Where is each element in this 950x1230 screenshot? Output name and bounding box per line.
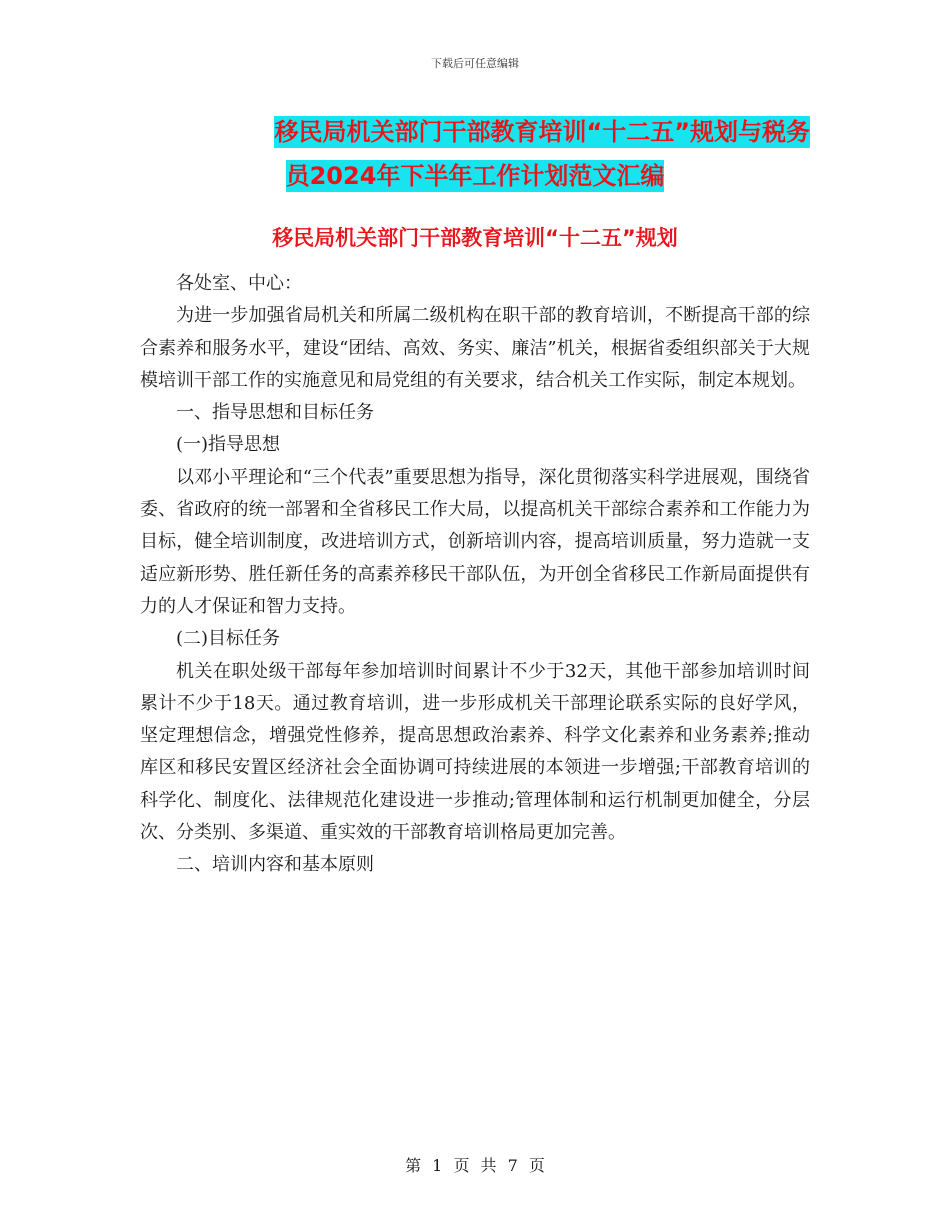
paragraph-salutation: 各处室、中心： bbox=[176, 273, 302, 294]
section-title: 移民局机关部门干部教育培训“十二五”规划 bbox=[272, 226, 678, 250]
paragraph-goals: 机关在职处级干部每年参加培训时间累计不少于32天，其他干部参加培训时间累计不少于18天。通过教育培训，进一步形成机关干部理论联系实际的良好学风，坚定理想信念，增强党性修养，提高思想政治素养、科学文化素养和业务素养;推动库区和移民安置区经济社会全面协调可持续进展的本领进一步增强;干部教育培训的科学化、制度化、法律规范化建设进一步推动;管理体制和运行机制更加健全，分层次、分类别、多渠道、重实效的干部教育培训格局更加完善。 bbox=[140, 660, 810, 844]
document-title bbox=[140, 110, 810, 198]
paragraph-intro: 为进一步加强省局机关和所属二级机构在职干部的教育培训，不断提高干部的综合素养和服务水平，建设“团结、高效、务实、廉洁”机关，根据省委组织部关于大规模培训干部工作的实施意见和局党组的有关要求，结合机关工作实际，制定本规划。 bbox=[140, 305, 810, 391]
header-note: 下载后可任意编辑 bbox=[431, 57, 519, 70]
heading-training-content: 二、培训内容和基本原则 bbox=[176, 854, 374, 876]
document-body bbox=[140, 268, 810, 882]
page-footer: 第 1 页 共 7 页 bbox=[405, 1156, 545, 1175]
title-line-1: 移民局机关部门干部教育培训“十二五”规划与税务 bbox=[274, 118, 810, 146]
paragraph-guiding-ideology: 以邓小平理论和“三个代表”重要思想为指导，深化贯彻落实科学进展观，围绕省委、省政府的统一部署和全省移民工作大局，以提高机关干部综合素养和工作能力为目标，健全培训制度，改进培训方式，创新培训内容，提高培训质量，努力造就一支适应新形势、胜任新任务的高素养移民干部队伍，为开创全省移民工作新局面提供有力的人才保证和智力支持。 bbox=[140, 466, 810, 617]
subheading-guiding-ideology: (一)指导思想 bbox=[176, 434, 281, 456]
heading-guiding-ideology-and-goals: 一、指导思想和目标任务 bbox=[176, 402, 374, 424]
title-line-2: 员2024年下半年工作计划范文汇编 bbox=[285, 162, 665, 190]
subheading-goals: (二)目标任务 bbox=[176, 628, 281, 650]
